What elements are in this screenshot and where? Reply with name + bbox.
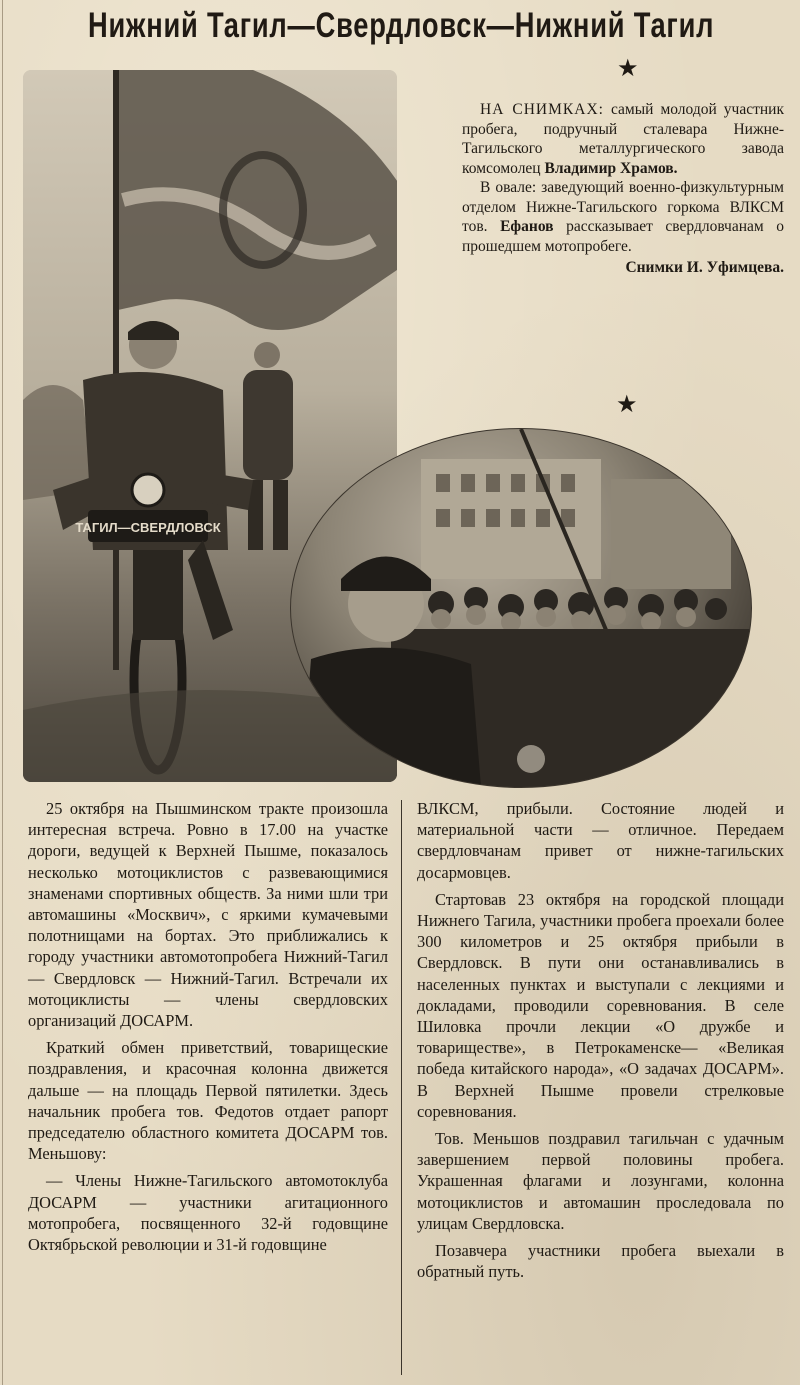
- photo-caption: [462, 100, 784, 278]
- caption-paragraph: [462, 178, 784, 256]
- oval-photo-crowd: [290, 428, 752, 788]
- credit-prefix: Снимки: [625, 259, 687, 276]
- article-paragraph: Тов. Меньшов поздравил тагильчан с удачным завершением первой половины пробега. Украшенная флагами и лозунгами, колонна мотоциклистов и автомашин проследовала по улицам Свердловска.: [417, 1129, 784, 1233]
- credit-name: И. Уфимцева.: [686, 259, 784, 276]
- article-paragraph: Стартовав 23 октября на городской площади Нижнего Тагила, участники пробега проехали более 300 километров и 25 октября прибыли в Свердловск. В пути они останавливались в населенных пунктах и выступали с лекциями и докладами, проводили соревнования. В селе Шиловка прочли лекции «О дружбе и товариществе», в Петрокаменске— «Великая победа китайского народа», «О задачах ДОСАРМ». В Верхней Пышме провели стрелковые соревнования.: [417, 889, 784, 1121]
- article-paragraph: ВЛКСМ, прибыли. Состояние людей и материальной части — отличное. Передаем свердловчанам привет от нижне-тагильских досармовцев.: [417, 799, 784, 882]
- headline: Нижний Тагил—Свердловск—Нижний Тагил: [88, 6, 715, 45]
- photo-credit: [462, 258, 784, 278]
- star-icon: ★: [616, 390, 638, 418]
- article-paragraph: Краткий обмен приветствий, товарищеские поздравления, и красочная колонна движется дальше — на площадь Первой пятилетки. Здесь начальник пробега тов. Федотов отдает рапорт председателю областного комитета ДОСАРМ тов. Меньшову:: [28, 1038, 388, 1164]
- article-column-1: [28, 798, 388, 1261]
- photo-illustration: [291, 429, 751, 787]
- star-icon: ★: [617, 54, 639, 82]
- caption-paragraph: [462, 100, 784, 178]
- page-edge: [2, 0, 3, 1385]
- article-paragraph: 25 октября на Пышминском тракте произошла интересная встреча. Ровно в 17.00 на участке дороги, ведущей к Верхней Пышме, показалось несколько мотоциклистов с развевающимися знаменами спортивных обществ. За ними шли три автомашины «Москвич», с яркими кумачевыми полотнищами на бортах. Это приближались к городу участники автомотопробега Нижний-Тагил — Свердловск — Нижний-Тагил. Встречали их мотоциклисты — члены свердловских организаций ДОСАРМ.: [28, 799, 388, 1031]
- caption-text: самый молодой участник пробега, подручный сталевара Нижне-Тагильского металлургического завода комсомолец: [462, 101, 784, 177]
- caption-name: Ефанов: [500, 218, 554, 235]
- column-divider: [401, 800, 402, 1375]
- article-paragraph: — Члены Нижне-Тагильского автомотоклуба ДОСАРМ — участники агитационного мотопробега, посвященного 32-й годовщине Октябрьской революции и 31-й годовщине: [28, 1171, 388, 1255]
- caption-name: Владимир Храмов.: [544, 159, 678, 177]
- article-column-2: [417, 798, 784, 1288]
- caption-text: рассказывает свердловчанам о прошедшем мотопробеге.: [462, 218, 785, 255]
- motorcycle-sign: ТАГИЛ—СВЕРДЛОВСК: [75, 520, 221, 535]
- caption-lead: НА СНИМКАХ:: [480, 101, 604, 118]
- article-paragraph: Позавчера участники пробега выехали в обратный путь.: [417, 1241, 784, 1282]
- caption-text: В овале: заведующий военно-физкультурным отделом Нижне-Тагильского горкома ВЛКСМ тов.: [462, 179, 784, 235]
